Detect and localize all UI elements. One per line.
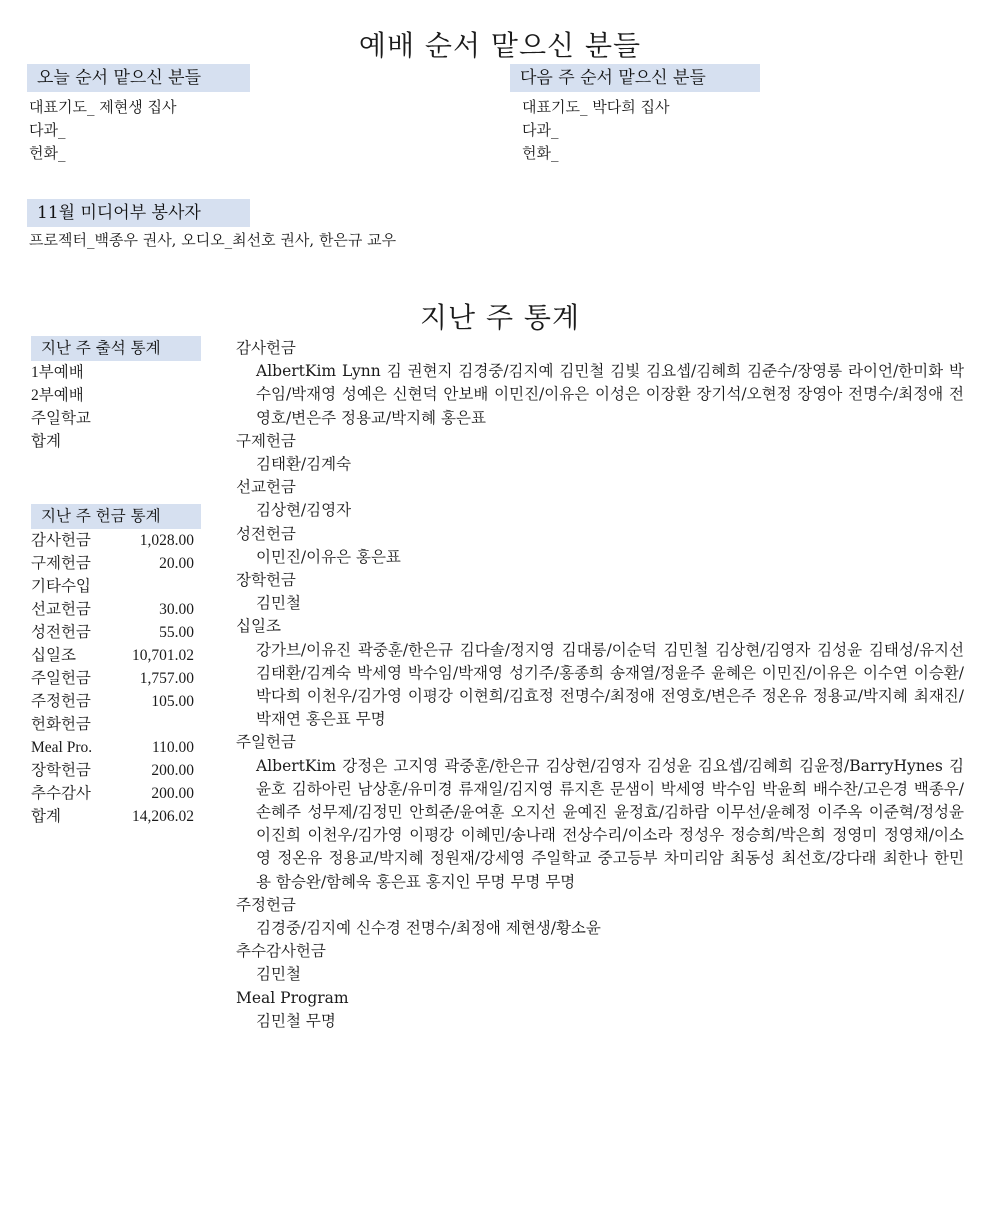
offering-category: 선교헌금 <box>236 478 296 497</box>
attendance-label: 1부예배 <box>31 364 84 381</box>
offering-donor-names: 김민철 <box>256 965 301 984</box>
offering-category: 십일조 <box>236 617 281 636</box>
offering-donor-names: AlbertKim Lynn 김 권현지 김경중/김지예 김민철 김빛 김요셉/김혜희 김준수/장영롱 라이언/한미화 박수임/박재영 성예은 신현덕 안보배 이민진/이유은 이성은 이장환 장기석/오현정 장영아 전명수/최정애 전영호/변은주 정용교/박지혜 홍은표 <box>256 362 964 427</box>
attendance-table <box>31 361 91 453</box>
offering-category: 주정헌금 <box>236 895 296 914</box>
table-row <box>31 598 194 621</box>
offering-donor-names: 김경중/김지예 신수경 전명수/최정애 제현생/황소윤 <box>256 919 601 938</box>
offering-category: 구제헌금 <box>236 431 296 450</box>
offering-stat-label: 기타수입 <box>31 578 91 595</box>
offering-stat-label: 주일헌금 <box>31 670 91 687</box>
next-week-role-prayer: 대표기도_ 박다희 집사 <box>522 98 670 116</box>
table-row <box>31 575 194 598</box>
next-week-role-refreshments: 다과_ <box>522 121 559 139</box>
attendance-header: 지난 주 출석 통계 <box>31 336 201 361</box>
offering-stat-amount: 105.00 <box>151 693 194 710</box>
attendance-section <box>31 336 201 453</box>
table-row <box>31 384 91 407</box>
today-roles-section <box>27 64 250 165</box>
media-volunteers-header: 11월 미디어부 봉사자 <box>27 199 250 227</box>
offering-stat-amount <box>112 713 194 736</box>
offering-stat-label: 감사헌금 <box>31 532 91 549</box>
offering-category: 장학헌금 <box>236 571 296 590</box>
table-row <box>31 736 194 759</box>
offering-stat-amount: 1,028.00 <box>139 532 194 549</box>
today-role-refreshments: 다과_ <box>29 121 66 139</box>
offering-stat-label: 주정헌금 <box>31 693 91 710</box>
attendance-label: 2부예배 <box>31 387 84 404</box>
offering-stat-amount: 200.00 <box>151 785 194 802</box>
attendance-label: 주일학교 <box>31 410 91 427</box>
media-volunteers-section <box>27 199 727 252</box>
offering-stat-label: 선교헌금 <box>31 601 91 618</box>
offering-stat-label: 구제헌금 <box>31 555 91 572</box>
offering-donor-names: 김민철 무명 <box>256 1011 336 1030</box>
offering-stat-amount: 10,701.02 <box>132 647 194 664</box>
offering-stats-table <box>31 529 194 828</box>
offering-donor-names: 김민철 <box>256 594 301 613</box>
offering-donor-names: 김태환/김계숙 <box>256 455 352 474</box>
offering-category: 감사헌금 <box>236 339 296 357</box>
next-week-roles-header: 다음 주 순서 맡으신 분들 <box>510 64 760 92</box>
offering-donor-names: AlbertKim 강정은 고지영 곽중훈/한은규 김상현/김영자 김성윤 김요셉/김혜희 김윤정/BarryHynes 김윤호 김하아린 남상훈/유미경 류재일/김지영 류지흔 문샘이 박세영 박수임 박윤희 배수찬/고은경 백종우/손혜주 성무제/김정민 안희준/윤여훈 오지선 윤예진 윤정효/김하람 이무선/윤혜정 이주옥 이준혁/정성윤 이진희 이천우/김가영 이평강 이혜민/송나래 전상수리/이소라 정성우 정승희/박은희 정영미 정영채/이소영 정온유 정용교/박지혜 정원재/강세영 주일학교 중고등부 차미리암 최동성 최선호/강다래 최한나 한민용 함승완/함혜욱 홍은표 홍지인 무명 무명 무명 <box>256 756 964 891</box>
offering-donor-list <box>236 337 964 1033</box>
next-week-roles-section <box>510 64 760 165</box>
table-row <box>31 667 194 690</box>
table-row <box>31 407 91 430</box>
offering-donor-names: 김상현/김영자 <box>256 501 352 520</box>
offering-stats-section <box>31 504 201 828</box>
table-row <box>31 690 194 713</box>
offering-stat-amount: 1,757.00 <box>139 670 194 687</box>
offering-stat-amount <box>112 575 194 598</box>
stats-title: 지난 주 통계 <box>419 301 581 334</box>
offering-stat-amount: 30.00 <box>159 601 194 618</box>
offering-stat-label: 추수감사 <box>31 785 91 802</box>
offering-stat-amount: 110.00 <box>151 739 194 756</box>
offering-stat-amount: 20.00 <box>159 555 194 572</box>
offering-donor-names: 이민진/이유은 홍은표 <box>256 547 401 566</box>
offering-stat-label: 장학헌금 <box>31 762 91 779</box>
offering-stat-label: 십일조 <box>31 647 76 664</box>
offering-category: 주일헌금 <box>236 733 296 752</box>
table-row <box>31 713 194 736</box>
offering-stat-label: 성전헌금 <box>31 624 91 641</box>
attendance-label: 합계 <box>31 433 61 450</box>
table-row <box>31 805 194 828</box>
table-row <box>31 782 194 805</box>
table-row <box>31 361 91 384</box>
offering-category: 성전헌금 <box>236 524 296 543</box>
offering-stat-label: Meal Pro. <box>31 739 93 756</box>
offering-stats-header: 지난 주 헌금 통계 <box>31 504 201 529</box>
today-role-prayer: 대표기도_ 제현생 집사 <box>29 98 177 116</box>
offering-stat-label: 합계 <box>31 808 61 825</box>
offering-donor-names: 강가브/이유진 곽중훈/한은규 김다솔/정지영 김대롱/이순덕 김민철 김상현/김영자 김성윤 김태성/유지선 김태환/김계숙 박세영 박수임/박재영 성기주/홍종희 송재열/정윤주 윤혜은 이민진/이유은 이수연 이승환/박다희 이천우/김가영 이평강 이현희/김효정 전명수/최정애 전영호/변은주 정온유 정용교/박지혜 최재진/박재연 홍은표 무명 <box>256 640 964 729</box>
offering-stat-label: 헌화헌금 <box>31 716 91 733</box>
table-row <box>31 759 194 782</box>
worship-roles-title: 예배 순서 맡으신 분들 <box>358 29 642 62</box>
media-volunteers-text: 프로젝터_백종우 권사, 오디오_최선호 권사, 한은규 교우 <box>29 231 397 249</box>
today-roles-header: 오늘 순서 맡으신 분들 <box>27 64 250 92</box>
table-row <box>31 644 194 667</box>
offering-category: Meal Program <box>236 988 349 1007</box>
offering-stat-amount: 200.00 <box>151 762 194 779</box>
offering-stat-amount: 14,206.02 <box>132 808 194 825</box>
offering-category: 추수감사헌금 <box>236 942 326 961</box>
table-row <box>31 552 194 575</box>
table-row <box>31 621 194 644</box>
next-week-role-flowers: 헌화_ <box>522 144 559 162</box>
table-row <box>31 430 91 453</box>
table-row <box>31 529 194 552</box>
offering-stat-amount: 55.00 <box>159 624 194 641</box>
today-role-flowers: 헌화_ <box>29 144 66 162</box>
